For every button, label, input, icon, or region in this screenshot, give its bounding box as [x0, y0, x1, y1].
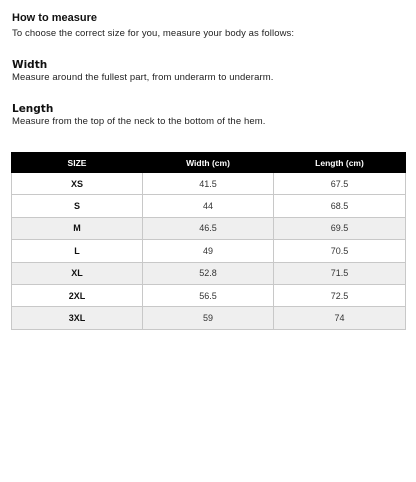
size-cell: 3XL [12, 307, 143, 329]
header-size: SIZE [12, 153, 143, 173]
table-row [12, 173, 406, 195]
table-row [12, 195, 406, 217]
length-title: Length [12, 103, 54, 115]
width-cell: 41.5 [143, 173, 274, 195]
width-title: Width [12, 59, 48, 71]
size-chart-table [11, 152, 406, 330]
table-header-row [12, 153, 406, 173]
table-row [12, 240, 406, 262]
length-cell: 71.5 [274, 262, 406, 284]
size-cell: L [12, 240, 143, 262]
how-to-measure-title: How to measure [12, 12, 97, 24]
width-cell: 46.5 [143, 217, 274, 239]
width-cell: 44 [143, 195, 274, 217]
length-cell: 72.5 [274, 284, 406, 306]
how-to-measure-text: To choose the correct size for you, measure your body as follows: [12, 28, 295, 39]
length-cell: 70.5 [274, 240, 406, 262]
width-cell: 59 [143, 307, 274, 329]
width-cell: 56.5 [143, 284, 274, 306]
size-cell: M [12, 217, 143, 239]
width-description: Measure around the fullest part, from underarm to underarm. [12, 72, 274, 83]
size-cell: XL [12, 262, 143, 284]
width-cell: 52.8 [143, 262, 274, 284]
length-description: Measure from the top of the neck to the bottom of the hem. [12, 116, 266, 127]
size-cell: 2XL [12, 284, 143, 306]
table-row [12, 307, 406, 329]
length-cell: 74 [274, 307, 406, 329]
table-row [12, 284, 406, 306]
length-cell: 69.5 [274, 217, 406, 239]
table-row [12, 217, 406, 239]
length-cell: 68.5 [274, 195, 406, 217]
length-cell: 67.5 [274, 173, 406, 195]
width-cell: 49 [143, 240, 274, 262]
header-length: Length (cm) [274, 153, 406, 173]
size-cell: XS [12, 173, 143, 195]
header-width: Width (cm) [143, 153, 274, 173]
size-cell: S [12, 195, 143, 217]
table-row [12, 262, 406, 284]
